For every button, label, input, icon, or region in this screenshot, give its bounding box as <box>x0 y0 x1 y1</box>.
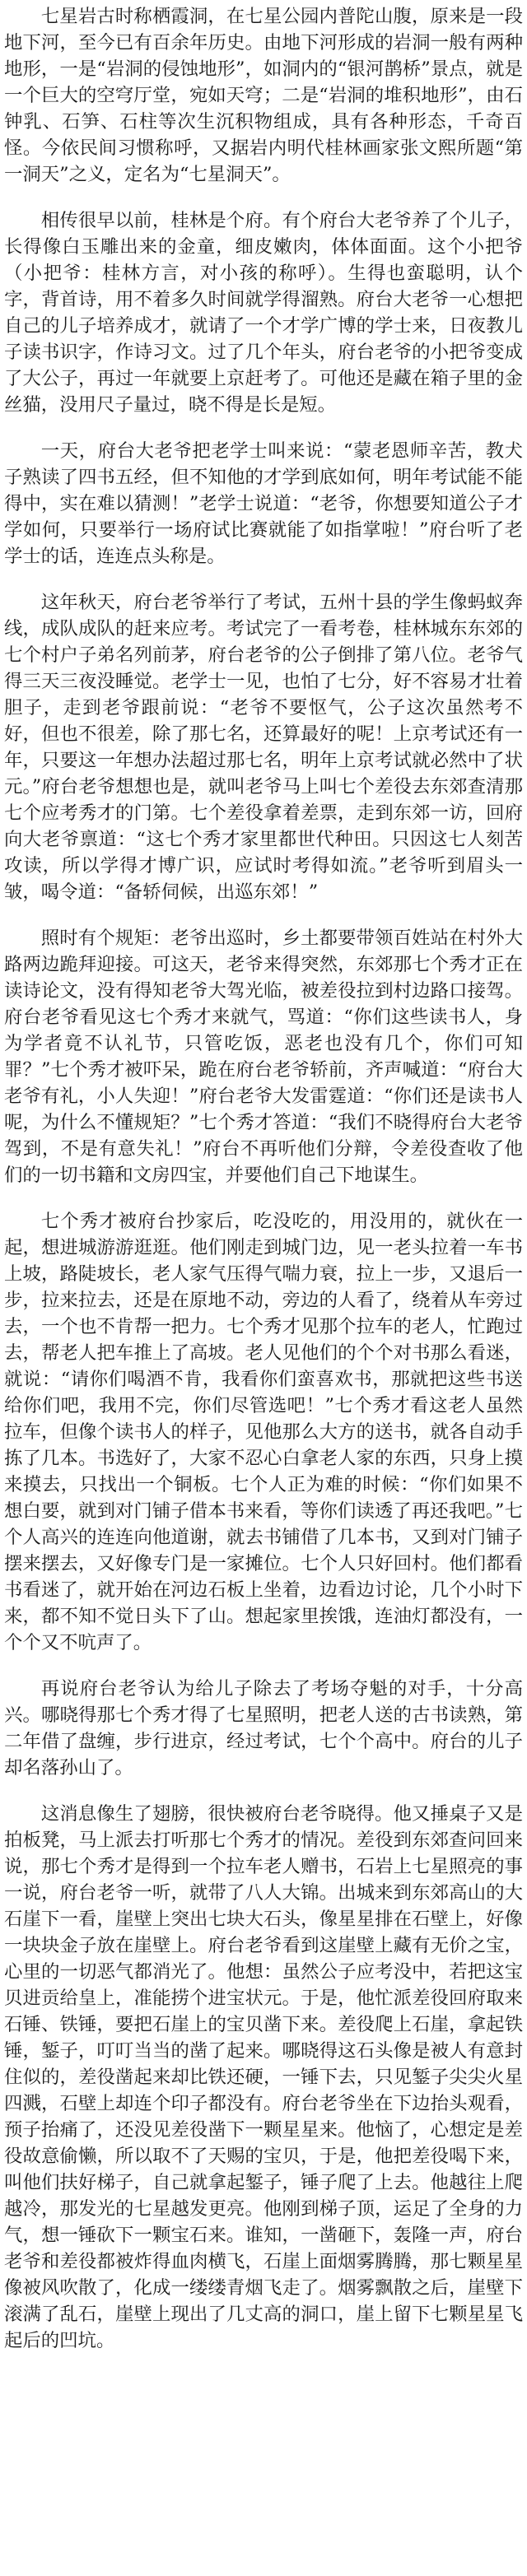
paragraph-3: 一天，府台大老爷把老学士叫来说：“蒙老恩师辛苦，教犬子熟读了四书五经，但不知他的才学到底如何，明年考试能不能得中，实在难以猜测！”老学士说道：“老爷，你想要知道公子才学如何，只要举行一场府试比赛就能了如指掌啦！”府台听了老学士的话，连连点头称是。 <box>4 440 523 567</box>
paragraph-8: 这消息像生了翅膀，很快被府台老爷晓得。他又捶桌子又是拍板凳，马上派去打听那七个秀才的情况。差役到东郊查问回来说，那七个秀才是得到一个拉车老人赠书，石岩上七星照亮的事一说，府台老爷一听，就带了八人大锦。出城来到东郊高山的大石崖下一看，崖壁上突出七块大石头，像星星排在石壁上，好像一块块金子放在崖壁上。府台老爷看到这崖壁上藏有无价之宝，心里的一切恶气都消光了。他想：虽然公子应考没中，若把这宝贝进贡给皇上，准能捞个进宝状元。于是，他忙派差役回府取来石锤、铁锤，要把石崖上的宝贝凿下来。差役爬上石崖，拿起铁锤，錾子，叮叮当当的凿了起来。哪晓得这石头像是被人有意封住似的，差役凿起来却比铁还硬，一锤下去，只见錾子尖尖火星四溅，石壁上却连个印子都没有。府台老爷坐在下边抬头观看，预子抬痛了，还没见差役凿下一颗星星来。他恼了，心想定是差役故意偷懒，所以取不了天赐的宝贝，于是，他把差役喝下来，叫他们扶好梯子，自己就拿起錾子，锤子爬了上去。他越往上爬越冷，那发光的七星越发更亮。他刚到梯子顶，运足了全身的力气，想一锤砍下一颗宝石来。谁知，一凿砸下，轰隆一声，府台老爷和差役都被炸得血肉横飞，石崖上面烟雾腾腾，那七颗星星像被风吹散了，化成一缕缕青烟飞走了。烟雾飘散之后，崖壁下滚满了乱石，崖壁上现出了几丈高的洞口，崖上留下七颗星星飞起后的凹坑。 <box>4 1803 523 2351</box>
paragraph-2: 相传很早以前，桂林是个府。有个府台大老爷养了个儿子，长得像白玉雕出来的金童，细皮嫩肉，体体面面。这个小把爷（小把爷：桂林方言，对小孩的称呼）。生得也蛮聪明，认个字，背首诗，用不着多久时间就学得溜熟。府台大老爷一心想把自己的儿子培养成才，就请了一个才学广博的学士来，日夜教儿子读书识字，作诗习文。过了几个年头，府台老爷的小把爷变成了大公子，再过一年就要上京赶考了。可他还是藏在箱子里的金丝猫，没用尺子量过，晓不得是长是短。 <box>4 210 523 416</box>
paragraph-1: 七星岩古时称栖霞洞，在七星公园内普陀山腹，原来是一段地下河，至今已有百余年历史。由地下河形成的岩洞一般有两种地形，一是“岩洞的侵蚀地形”，如洞内的“银河鹊桥”景点，就是一个巨大的空穹厅堂，宛如天穹；二是“岩洞的堆积地形”，由石钟乳、石笋、石柱等次生沉积物组成，具有各种形态，千奇百怪。今依民间习惯称呼，又据岩内明代桂林画家张文熙所题“第一洞天”之义，定名为“七星洞天”。 <box>4 6 523 185</box>
paragraph-5: 照时有个规矩：老爷出巡时，乡土都要带领百姓站在村外大路两边跪拜迎接。可这天，老爷来得突然，东郊那七个秀才正在读诗论文，没有得知老爷大驾光临，被差役拉到村边路口接驾。府台老爷看见这七个秀才来就气，骂道：“你们这些读书人，身为学者竟不认礼节，只管吃饭，恶老也没有几个，你们可知罪？”七个秀才被吓呆，跪在府台老爷轿前，齐声喊道：“府台大老爷有礼，小人失迎！”府台老爷大发雷霆道：“你们还是读书人呢，为什么不懂规矩？”七个秀才答道：“我们不晓得府台大老爷驾到，不是有意失礼！”府台不再听他们分辩，令差役查收了他们的一切书籍和文房四宝，并要他们自己下地谋生。 <box>4 928 523 1186</box>
paragraph-4: 这年秋天，府台老爷举行了考试，五州十县的学生像蚂蚁奔线，成队成队的赶来应考。考试完了一看考卷，桂林城东东郊的七个村户子弟名列前茅，府台老爷的公子倒排了第八位。老爷气得三天三夜没睡觉。老学士一见，也怕了七分，好不容易才壮着胆子，走到老爷跟前说：“老爷不要怄气，公子这次虽然考不好，但也不很差，除了那七名，还算最好的呢！上京考试还有一年，只要这一年想办法超过那七名，明年上京考试就必然中了状元。”府台老爷想想也是，就叫老爷马上叫七个差役去东郊查清那七个应考秀才的门第。七个差役拿着差票，走到东郊一访，回府向大老爷禀道：“这七个秀才家里都世代种田。只因这七人刻苦攻读，所以学得才博广识，应试时考得如流。”老爷听到眉头一皱，喝令道：“备轿伺候，出巡东郊！” <box>4 592 523 903</box>
paragraph-7: 再说府台老爷认为给儿子除去了考场夺魁的对手，十分高兴。哪晓得那七个秀才得了七星照明，把老人送的古书读熟，第二年借了盘缠，步行进京，经过考试，七个个高中。府台的儿子却名落孙山了。 <box>4 1678 523 1779</box>
paragraph-6: 七个秀才被府台抄家后，吃没吃的，用没用的，就伙在一起，想进城游游逛逛。他们刚走到城门边，见一老头拉着一车书上坡，路陡坡长，老人家气压得气喘力衰，拉上一步，又退后一步，拉来拉去，还是在原地不动，旁边的人看了，绕着从车旁过去，一个也不肯帮一把力。七个秀才见那个拉车的老人，忙跑过去，帮老人把车推上了高坡。老人见他们的个个对书那么看迷，就说：“请你们喝酒不肯，我看你们蛮喜欢书，那就把这些书送给你们吧，我用不完，你们尽管选吧！”七个秀才看这老人虽然拉车，但像个读书人的样子，见他那么大方的送书，就各自动手拣了几本。书选好了，大家不忍心白拿老人家的东西，只身上摸来摸去，只找出一个铜板。七个人正为难的时候：“你们如果不想白要，就到对门铺子借本书来看，等你们读透了再还我吧。”七个人高兴的连连向他道谢，就去书铺借了几本书，又到对门铺子摆来摆去，又好像专门是一家摊位。七个人只好回村。他们都看书看迷了，就开始在河边石板上坐着，边看边讨论，几个小时下来，都不知不觉日头下了山。想起家里挨饿，连油灯都没有，一个个又不吭声了。 <box>4 1211 523 1653</box>
